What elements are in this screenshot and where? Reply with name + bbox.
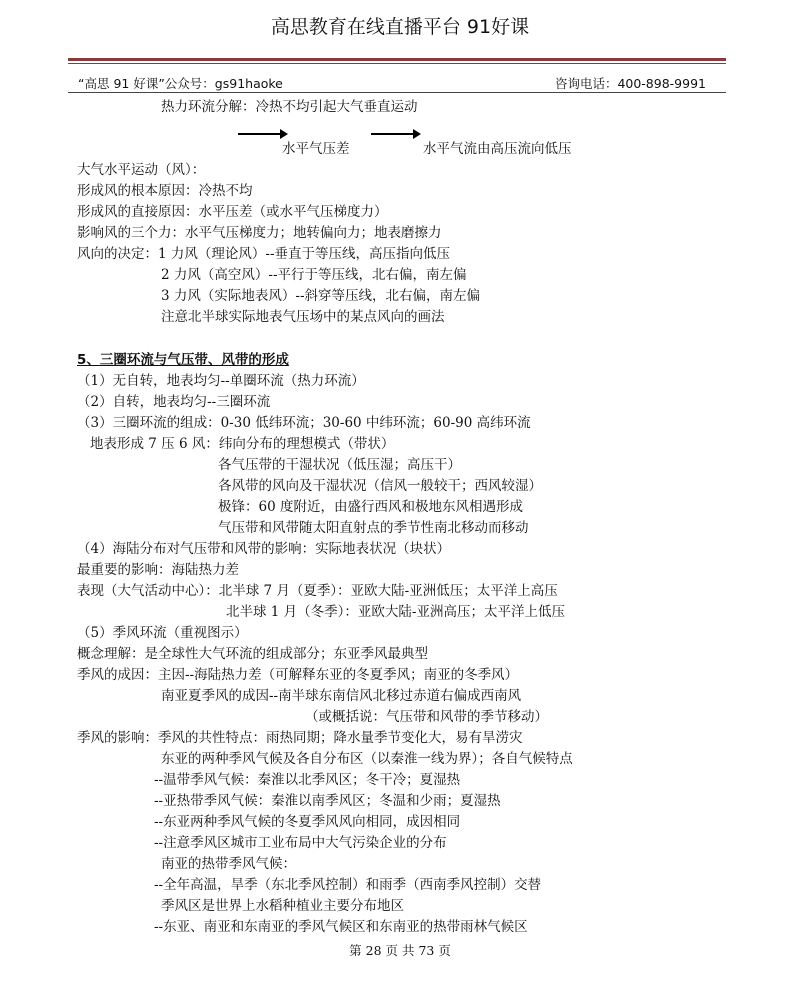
text-line: --亚热带季风气候：秦淮以南季风区；冬温和少雨；夏湿热 <box>154 793 501 809</box>
text-line: 北半球 1 月（冬季）：亚欧大陆-亚洲高压；太平洋上低压 <box>226 604 565 620</box>
text-line: --东亚、南亚和东南亚的季风气候区和东南亚的热带雨林气候区 <box>154 919 528 935</box>
text-line: 风向的决定：1 力风（理论风）--垂直于等压线，高压指向低压 <box>77 246 451 262</box>
arrow-right-icon <box>238 133 286 135</box>
text-line: （3）三圈环流的组成：0-30 低纬环流；30-60 中纬环流；60-90 高纬环流 <box>77 415 531 431</box>
text-line: 形成风的直接原因：水平压差（或水平气压梯度力） <box>77 204 388 220</box>
text-line: 各风带的风向及干湿状况（信风一般较干；西风较湿） <box>218 478 542 494</box>
text-line: 季风的影响：季风的共性特点：雨热同期；降水量季节变化大，易有旱涝灾 <box>77 730 523 746</box>
text-line: 形成风的根本原因：冷热不均 <box>77 183 253 199</box>
text-line: 季风的成因：主因--海陆热力差（可解释东亚的冬夏季风；南亚的冬季风） <box>77 667 519 683</box>
text-line: 注意北半球实际地表气压场中的某点风向的画法 <box>161 309 445 325</box>
text-line: 水平气压差 <box>282 141 350 157</box>
text-line: 水平气流由高压流向低压 <box>423 141 572 157</box>
text-line: --温带季风气候：秦淮以北季风区；冬干冷；夏湿热 <box>154 772 461 788</box>
page-number: 第 28 页 共 73 页 <box>349 943 451 958</box>
text-line: --注意季风区城市工业布局中大气污染企业的分布 <box>154 835 447 851</box>
hotline: 咨询电话：400-898-9991 <box>554 76 706 91</box>
text-line: 最重要的影响：海陆热力差 <box>77 562 239 578</box>
text-line: 季风区是世界上水稻种植业主要分布地区 <box>161 898 404 914</box>
text-line: （5）季风环流（重视图示） <box>77 625 248 641</box>
text-line: --东亚两种季风气候的冬夏季风风向相同，成因相同 <box>154 814 461 830</box>
text-line: 气压带和风带随太阳直射点的季节性南北移动而移动 <box>218 520 529 536</box>
text-line: 3 力风（实际地表风）--斜穿等压线，北右偏，南左偏 <box>161 288 481 304</box>
text-line: （1）无自转，地表均匀--单圈环流（热力环流） <box>77 373 365 389</box>
text-line: 地表形成 7 压 6 风：纬向分布的理想模式（带状） <box>90 436 395 452</box>
text-line: 影响风的三个力：水平气压梯度力；地转偏向力；地表磨擦力 <box>77 225 442 241</box>
arrow-right-icon <box>371 133 419 135</box>
text-line: 东亚的两种季风气候及各自分布区（以秦淮一线为界）；各自气候特点 <box>161 751 573 767</box>
text-line: （4）海陆分布对气压带和风带的影响：实际地表状况（块状） <box>77 541 451 557</box>
header-rule <box>68 58 726 61</box>
text-line: 大气水平运动（风）： <box>77 162 206 178</box>
text-line: 各气压带的干湿状况（低压湿；高压干） <box>218 457 461 473</box>
text-line: 概念理解：是全球性大气环流的组成部分；东亚季风最典型 <box>77 646 428 662</box>
text-line: 表现（大气活动中心）：北半球 7 月（夏季）：亚欧大陆-亚洲低压；太平洋上高压 <box>77 583 558 599</box>
wechat-account: “高思 91 好课”公众号：gs91haoke <box>78 76 283 91</box>
subheader-rule <box>68 92 726 93</box>
text-line: 2 力风（高空风）--平行于等压线，北右偏，南左偏 <box>161 267 467 283</box>
text-line: --全年高温，旱季（东北季风控制）和雨季（西南季风控制）交替 <box>154 877 542 893</box>
text-line: （2）自转，地表均匀--三圈环流 <box>77 394 271 410</box>
text-line: （或概括说：气压带和风带的季节移动） <box>305 709 548 725</box>
section-heading: 5、三圈环流与气压带、风带的形成 <box>77 352 289 368</box>
page-title: 高思教育在线直播平台 91好课 <box>270 16 530 38</box>
header-rule-thin <box>68 63 726 64</box>
text-line: 极锋：60 度附近，由盛行西风和极地东风相遇形成 <box>218 499 523 515</box>
text-line: 热力环流分解：冷热不均引起大气垂直运动 <box>161 99 418 115</box>
text-line: 南亚的热带季风气候： <box>161 856 296 872</box>
text-line: 南亚夏季风的成因--南半球东南信风北移过赤道右偏成西南风 <box>161 688 522 704</box>
